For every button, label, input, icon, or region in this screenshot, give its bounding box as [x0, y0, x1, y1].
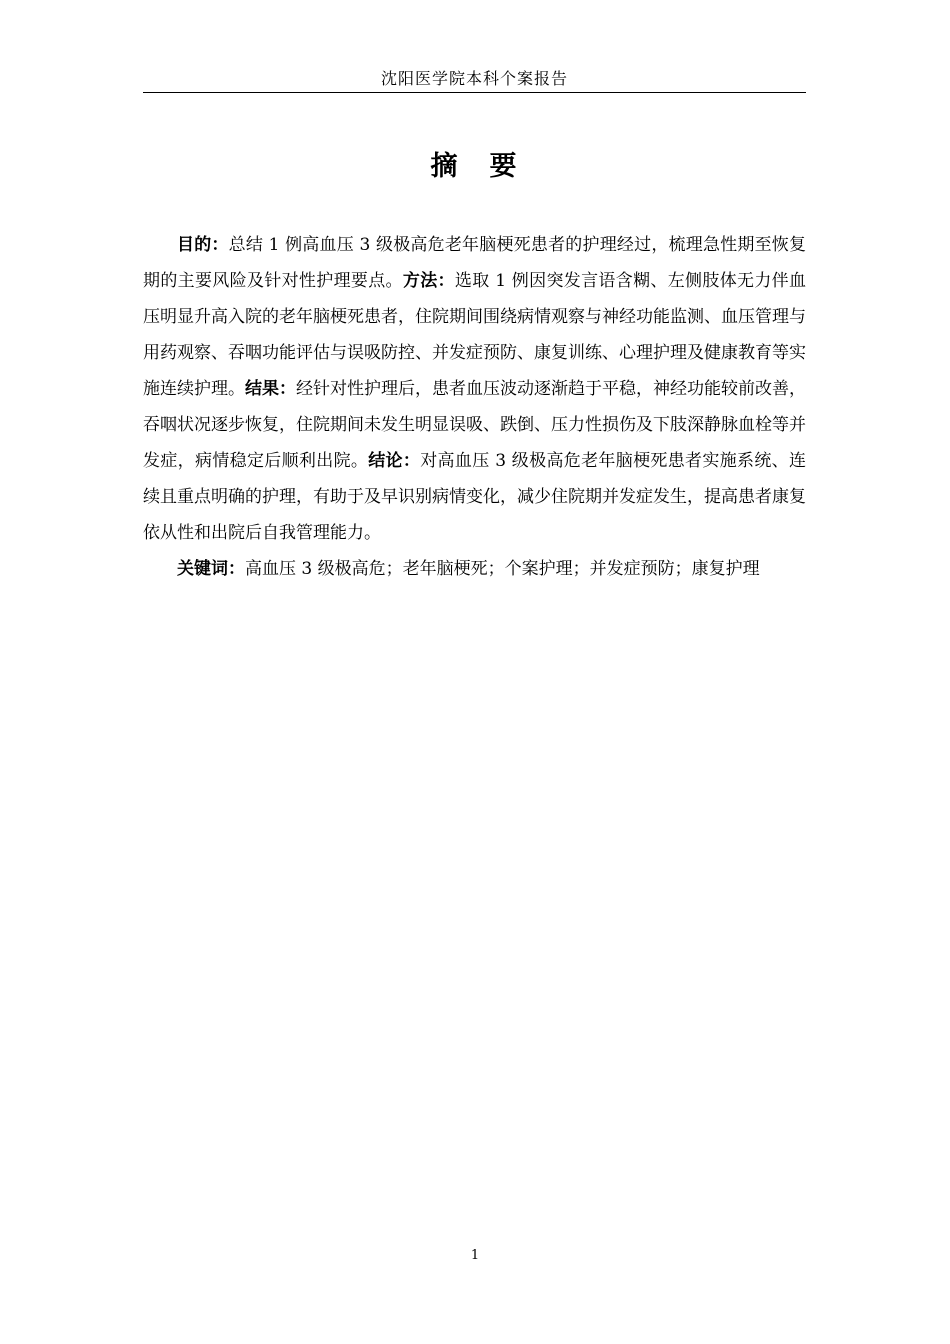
header-text: 沈阳医学院本科个案报告 — [380, 69, 568, 88]
conclusion-text: 对高血压 3 级极高危老年脑梗死患者实施系统、连续且重点明确的护理，有助于及早识别病情变化，减少住院期并发症发生，提高患者康复依从性和出院后自我管理能力。 — [143, 451, 807, 543]
page-number: 1 — [470, 1248, 480, 1263]
method-text: 选取 1 例因突发言语含糊、左侧肢体无力伴血压明显升高入院的老年脑梗死患者，住院期间围绕病情观察与神经功能监测、血压管理与用药观察、吞咽功能评估与误吸防控、并发症预防、康复训练、心理护理及健康教育等实施连续护理。 — [143, 271, 807, 399]
result-text: 经针对性护理后，患者血压波动逐渐趋于平稳，神经功能较前改善，吞咽状况逐步恢复，住院期间未发生明显误吸、跌倒、压力性损伤及下肢深静脉血栓等并发症，病情稳定后顺利出院。 — [143, 379, 806, 471]
conclusion-label: 结论： — [368, 451, 421, 471]
keywords-label: 关键词： — [177, 559, 245, 579]
abstract-title-char-2: 要 — [489, 151, 519, 182]
keywords-text: 高血压 3 级极高危；老年脑梗死；个案护理；并发症预防；康复护理 — [245, 559, 760, 579]
abstract-title-char-1: 摘 — [430, 151, 460, 182]
abstract-title — [143, 147, 806, 187]
result-label: 结果： — [245, 379, 296, 399]
keywords-paragraph — [143, 551, 806, 587]
objective-label: 目的： — [177, 235, 229, 255]
page-header — [143, 66, 806, 93]
method-label: 方法： — [402, 271, 455, 291]
abstract-body — [143, 227, 806, 587]
abstract-paragraph — [143, 227, 806, 551]
objective-text: 总结 1 例高血压 3 级极高危老年脑梗死患者的护理经过，梳理急性期至恢复期的主要风险及针对性护理要点。 — [143, 235, 807, 291]
